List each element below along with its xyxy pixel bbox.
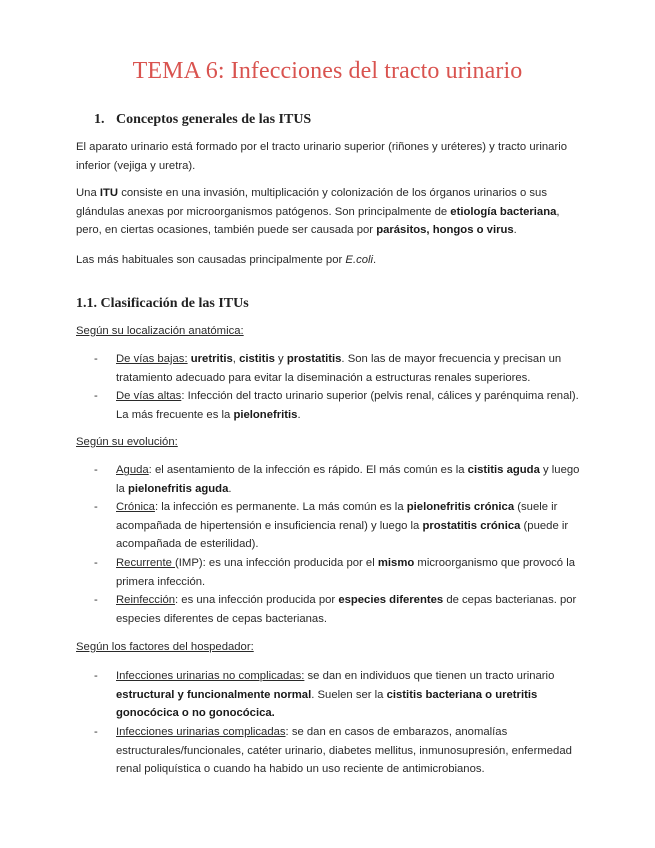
list-item-cronica: Crónica: la infección es permanente. La más común es la pielonefritis crónica (suele ir acompañada de hipertensión e insuficiencia renal) y luego la prostatitis crónica (puede ir acompañada de esterilidad).	[116, 501, 569, 550]
term-itu: ITU	[99, 187, 119, 199]
list-item-vias-altas: De vías altas: Infección del tracto urinario superior (pelvis renal, cálices y parénquima renal). La más frecuente es la pielonefritis.	[116, 390, 579, 421]
section-heading-text: Conceptos generales de las ITUS	[116, 112, 312, 127]
list-bullet: -	[94, 594, 98, 606]
list-item-no-complicadas: Infecciones urinarias no complicadas: se dan en individuos que tienen un tracto urinario estructural y funcionalmente normal. Suelen ser la cistitis bacteriana o uretritis gonocócica o no gonocócica.	[116, 670, 555, 719]
paragraph-itu-definition: Una ITU consiste en una invasión, multiplicación y colonización de los órganos urinarios o sus glándulas anexas por microorganismos patógenos. Son principalmente de etiología bacteriana, pero, en ciertas ocasiones, también puede ser causada por parásitos, hongos o virus.	[76, 187, 560, 236]
list-item-aguda: Aguda: el asentamiento de la infección es rápido. El más común es la cistitis aguda y luego la pielonefritis aguda.	[116, 464, 580, 495]
list-item-recurrente: Recurrente (IMP): es una infección producida por el mismo microorganismo que provocó la primera infección.	[116, 557, 576, 588]
page-title: TEMA 6: Infecciones del tracto urinario	[132, 58, 523, 84]
paragraph-ecoli: Las más habituales son causadas principalmente por E.coli.	[76, 254, 377, 266]
section-number: 1.	[94, 112, 105, 127]
list-bullet: -	[94, 353, 98, 365]
section-heading-1-1: 1.1. Clasificación de las ITUs	[76, 296, 249, 311]
list-item-complicadas: Infecciones urinarias complicadas: se dan en casos de embarazos, anomalías estructurales/funcionales, catéter urinario, diabetes mellitus, inmunosupresión, enfermedad renal poliquística o cuando ha habido un uso reciente de antimicrobianos.	[116, 726, 572, 775]
list-bullet: -	[94, 390, 98, 402]
term-parasitos: parásitos, hongos o virus	[376, 224, 514, 236]
list-item-reinfeccion: Reinfección: es una infección producida por especies diferentes de cepas bacterianas. por especies diferentes de cepas bacterianas.	[116, 594, 577, 625]
list-bullet: -	[94, 726, 98, 738]
section-heading-1	[94, 112, 311, 128]
list-bullet: -	[94, 670, 98, 682]
paragraph-aparato-urinario: El aparato urinario está formado por el tracto urinario superior (riñones y uréteres) y tracto urinario inferior (vejiga y uretra).	[76, 141, 568, 172]
subheading-evolucion: Según su evolución:	[76, 436, 178, 448]
list-bullet: -	[94, 464, 98, 476]
subheading-localizacion: Según su localización anatómica:	[76, 325, 244, 337]
term-ecoli: E.coli	[345, 254, 374, 266]
list-bullet: -	[94, 557, 98, 569]
term-etiologia: etiología bacteriana	[450, 205, 557, 218]
subheading-hospedador: Según los factores del hospedador:	[76, 641, 254, 653]
list-item-vias-bajas: De vías bajas: uretritis, cistitis y prostatitis. Son las de mayor frecuencia y precisan un tratamiento adecuado para evitar la diseminación a estructuras renales superiores.	[116, 353, 562, 384]
list-bullet: -	[94, 501, 98, 513]
